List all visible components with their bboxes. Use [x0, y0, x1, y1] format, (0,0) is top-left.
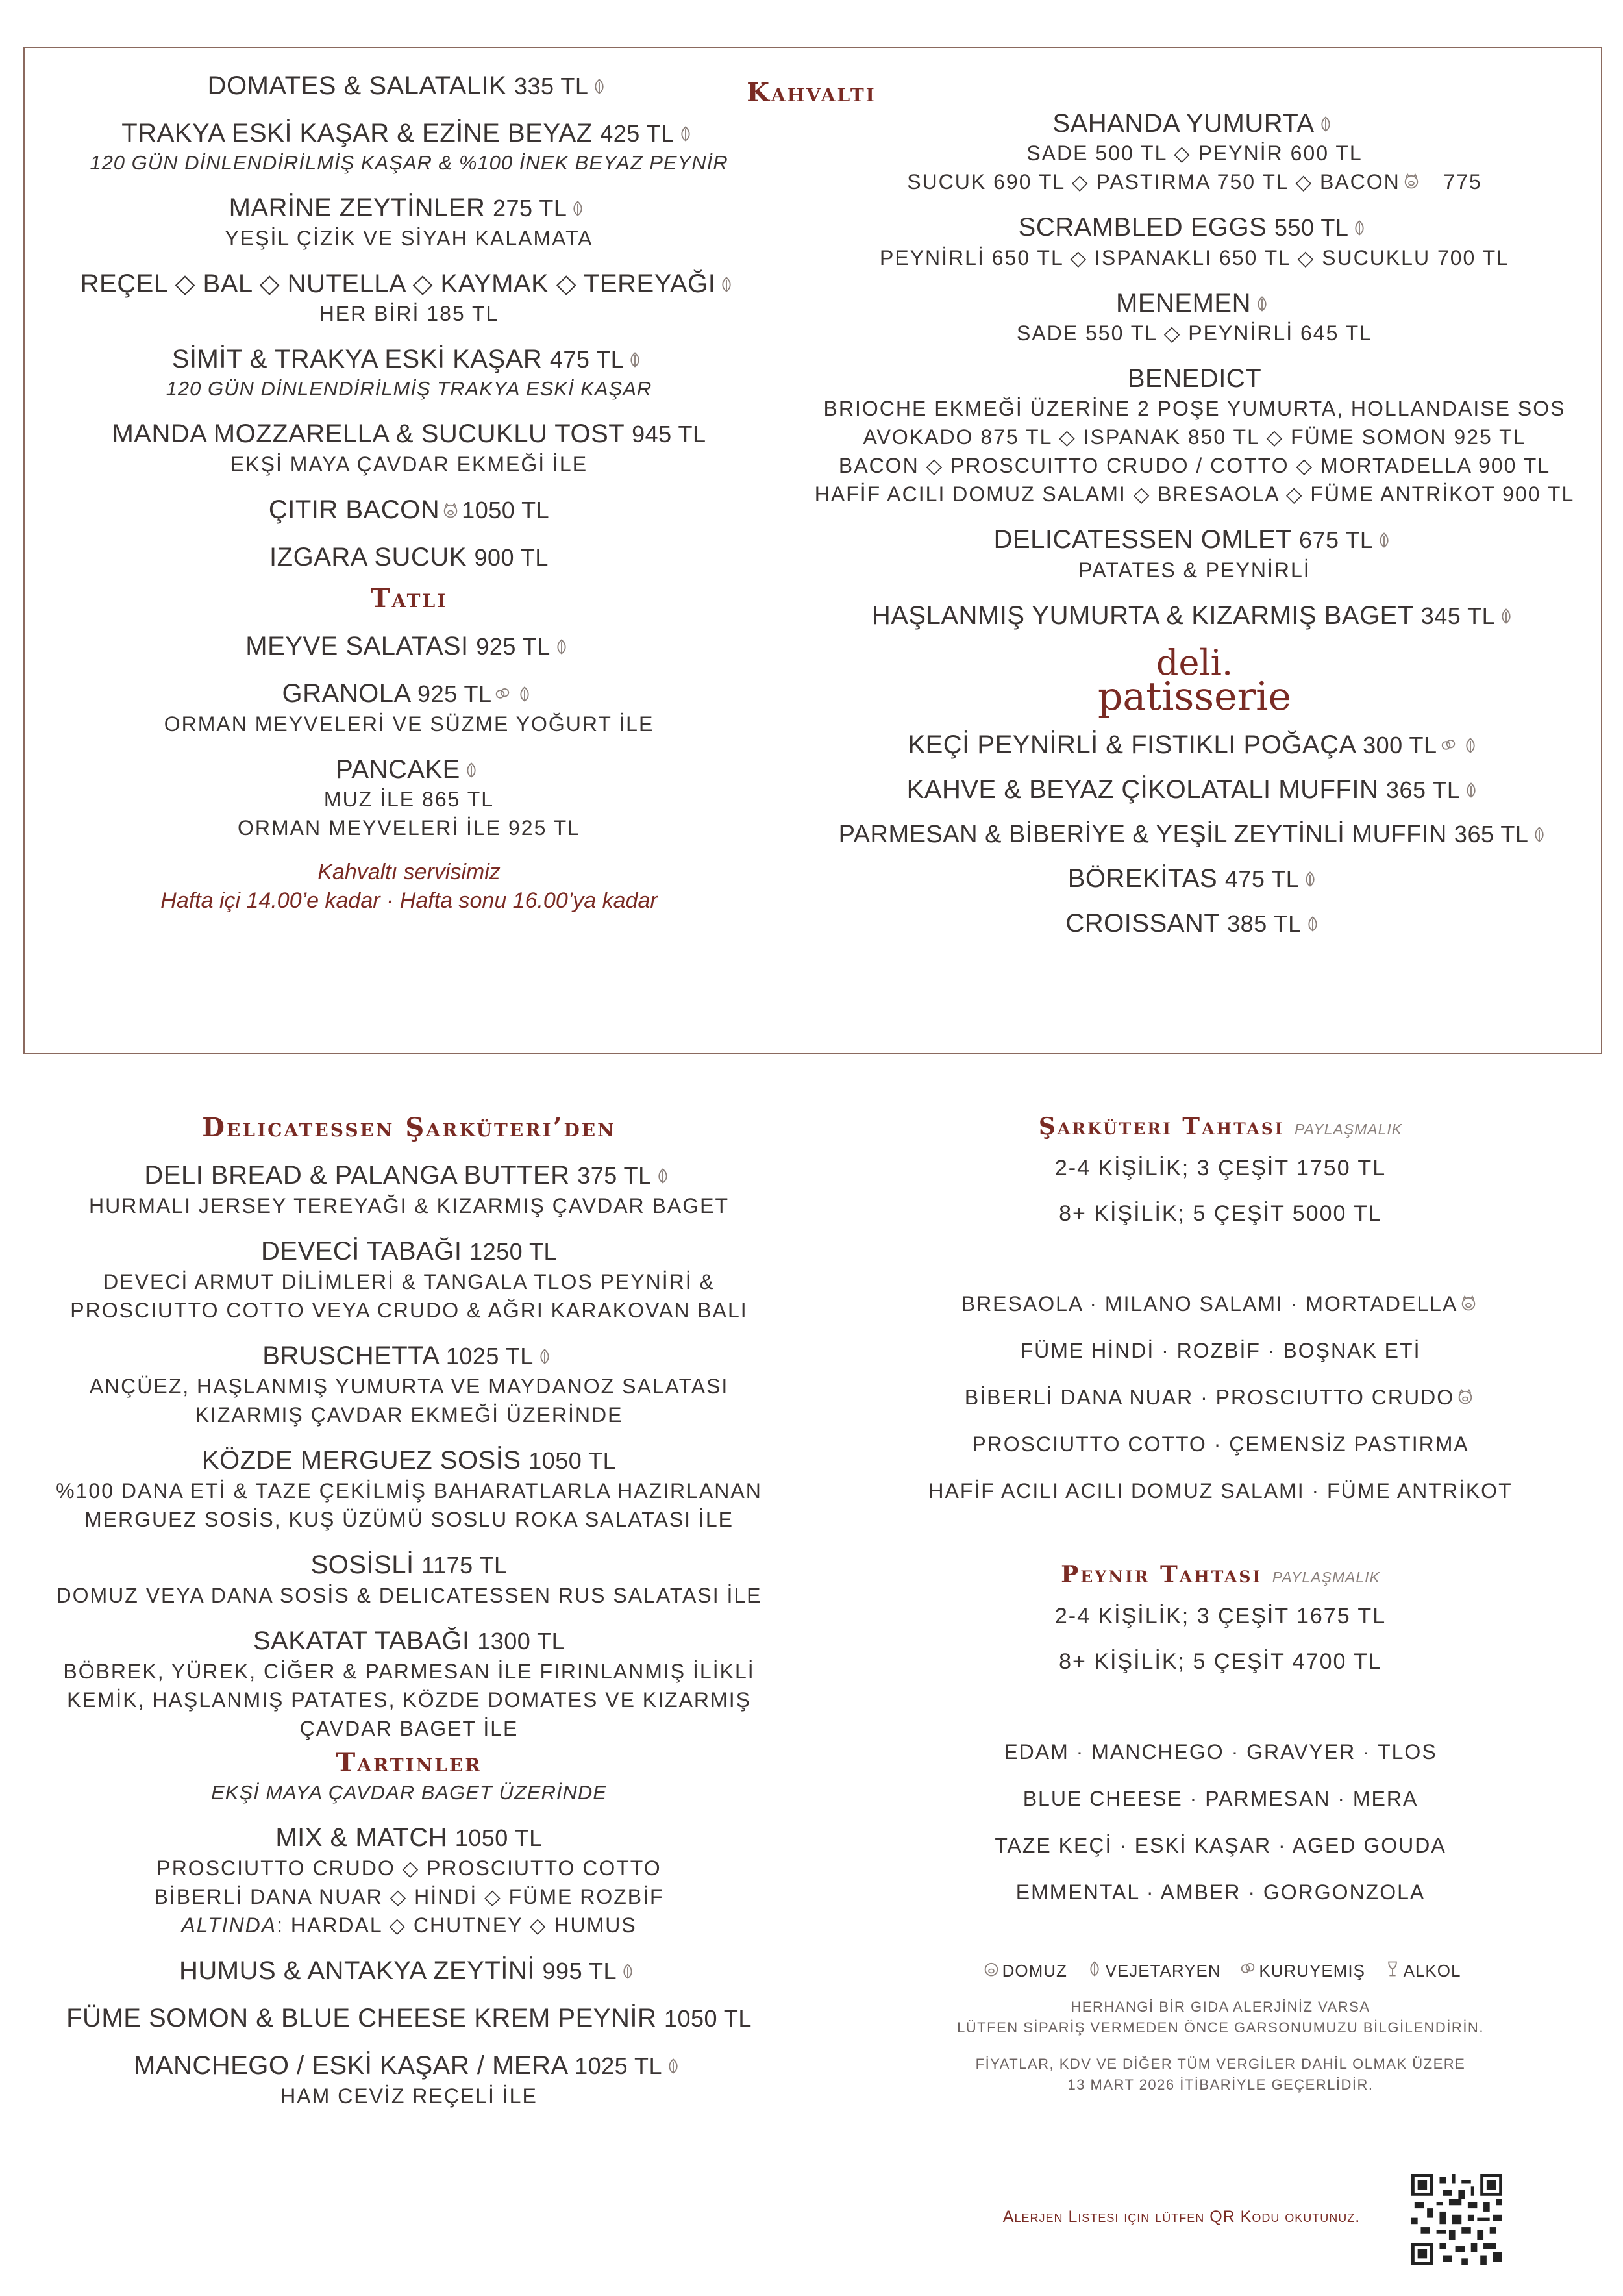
vegetarian-leaf-icon [589, 77, 609, 95]
menu-item-note: 120 GÜN DİNLENDİRİLMİŞ KAŞAR & %100 İNEK BEYAZ PEYNİR [90, 151, 728, 174]
allergen-legend: DOMUZ VEJETARYEN KURUYEMIŞ ALKOL [837, 1960, 1604, 1981]
pork-icon [1402, 172, 1421, 190]
menu-item-desc: DEVECİ ARMUT DİLİMLERİ & TANGALA TLOS PEYNİRİ & [103, 1270, 715, 1293]
menu-item-desc: BÖBREK, YÜREK, CİĞER & PARMESAN İLE FIRINLANMIŞ İLİKLİ [63, 1660, 755, 1683]
menu-item: PANCAKE [26, 754, 792, 785]
menu-item: BÖREKİTAS 475 TL [799, 856, 1591, 901]
section-title-kahvalti-wrap [682, 77, 941, 109]
menu-item: TRAKYA ESKİ KAŞAR & EZİNE BEYAZ 425 TL [26, 118, 792, 149]
menu-item: MIX & MATCH 1050 TL [275, 1823, 543, 1852]
service-hours-title: Kahvaltı servisimiz [317, 860, 501, 884]
menu-item-desc: %100 DANA ETİ & TAZE ÇEKİLMİŞ BAHARATLARLA HAZIRLANAN [56, 1479, 762, 1503]
vegetarian-leaf-icon [1461, 781, 1481, 799]
section-title-sarkuteri-tahtasi: Şarküteri Tahtası PAYLAŞMALIK [1038, 1113, 1403, 1140]
menu-item: KEÇİ PEYNİRLİ & FISTIKLI POĞAÇA 300 TL [799, 723, 1591, 767]
menu-item: SOSİSLİ 1175 TL [310, 1551, 508, 1579]
board-option: 8+ KİŞİLİK; 5 ÇEŞİT 5000 TL [1059, 1201, 1382, 1226]
menu-item-desc: PATATES & PEYNİRLİ [1078, 558, 1311, 582]
menu-item-desc: KIZARMIŞ ÇAVDAR EKMEĞİ ÜZERİNDE [195, 1403, 623, 1427]
menu-item-desc: SADE 500 TL ◇ PEYNİR 600 TL [1026, 142, 1363, 165]
section-title-tartinler: Tartinler [336, 1747, 482, 1778]
vegetarian-leaf-icon [535, 1347, 554, 1366]
vegetarian-leaf-icon [618, 1962, 638, 1980]
allergy-note: LÜTFEN SİPARİŞ VERMEDEN ÖNCE GARSONUMUZU BİLGİLENDİRİN. [957, 2019, 1484, 2036]
menu-item: MANDA MOZZARELLA & SUCUKLU TOST 945 TL [112, 419, 706, 448]
menu-item-desc: KEMİK, HAŞLANMIŞ PATATES, KÖZDE DOMATES VE KIZARMIŞ [67, 1688, 751, 1712]
menu-item: MEYVE SALATASI 925 TL [26, 630, 792, 662]
menu-item-desc: MERGUEZ SOSİS, KUŞ ÜZÜMÜ SOSLU ROKA SALATASI İLE [84, 1508, 734, 1531]
menu-item-desc: BİBERLİ DANA NUAR ◇ HİNDİ ◇ FÜME ROZBİF [154, 1885, 664, 1908]
vegetarian-leaf-icon [1350, 219, 1369, 237]
menu-item-desc: ORMAN MEYVELERİ İLE 925 TL [237, 816, 581, 840]
menu-item: CROISSANT 385 TL [799, 901, 1591, 946]
menu-item-desc: PROSCIUTTO COTTO VEYA CRUDO & AĞRI KARAKOVAN BALI [70, 1299, 748, 1322]
menu-item: BENEDICT [1127, 364, 1262, 393]
vegetarian-leaf-icon [568, 199, 588, 218]
allergy-note: HERHANGİ BİR GIDA ALERJİNİZ VARSA [1071, 1999, 1370, 2015]
vegetarian-leaf-icon [1374, 531, 1394, 549]
menu-item: SAHANDA YUMURTA [799, 108, 1591, 139]
logo-text-patisserie: patisserie [1098, 674, 1291, 719]
board-option: 2-4 KİŞİLİK; 3 ÇEŞİT 1675 TL [1054, 1604, 1387, 1628]
vegetarian-leaf-icon [1496, 607, 1516, 625]
qr-instruction: Alerjen Listesi için lütfen QR Kodu okutunuz. [1002, 2208, 1361, 2226]
menu-item-desc: HAM CEVİZ REÇELİ İLE [280, 2084, 538, 2108]
vegetarian-leaf-icon [1316, 115, 1335, 133]
menu-item-desc: ANÇÜEZ, HAŞLANMIŞ YUMURTA VE MAYDANOZ SALATASI [89, 1375, 729, 1398]
menu-item-desc: AVOKADO 875 TL ◇ ISPANAK 850 TL ◇ FÜME SOMON 925 TL [863, 425, 1526, 449]
nut-icon [493, 685, 512, 703]
board-list-item: BLUE CHEESE · PARMESAN · MERA [1022, 1787, 1419, 1810]
menu-item: DOMATES & SALATALIK 335 TL [26, 70, 792, 102]
deli-column [26, 1112, 792, 2110]
vegetarian-leaf-icon [552, 638, 571, 656]
board-list-item: EMMENTAL · AMBER · GORGONZOLA [1015, 1880, 1426, 1904]
menu-item-desc: ORMAN MEYVELERİ VE SÜZME YOĞURT İLE [164, 712, 654, 736]
pork-icon [441, 501, 460, 519]
menu-item-desc: HURMALI JERSEY TEREYAĞI & KIZARMIŞ ÇAVDAR BAGET [88, 1194, 730, 1217]
board-list-item: BİBERLİ DANA NUAR · PROSCIUTTO CRUDO [837, 1374, 1604, 1421]
vegetarian-leaf-icon [1461, 736, 1480, 755]
menu-item: BRUSCHETTA 1025 TL [26, 1340, 792, 1372]
board-list-item: BRESAOLA · MILANO SALAMI · MORTADELLA [837, 1280, 1604, 1327]
pork-icon [1456, 1388, 1475, 1406]
menu-item: KAHVE & BEYAZ ÇİKOLATALI MUFFIN 365 TL [799, 767, 1591, 812]
menu-item-desc: ÇAVDAR BAGET İLE [299, 1717, 519, 1740]
vegetarian-leaf-icon [515, 685, 534, 703]
menu-item: PARMESAN & BİBERİYE & YEŞİL ZEYTİNLİ MUFFIN 365 TL [799, 812, 1591, 856]
board-option: 2-4 KİŞİLİK; 3 ÇEŞİT 1750 TL [1054, 1156, 1387, 1180]
logo-text-deli: deli. [1156, 642, 1233, 683]
vegetarian-leaf-icon [663, 2057, 683, 2075]
board-list-item: TAZE KEÇİ · ESKİ KAŞAR · AGED GOUDA [995, 1834, 1446, 1857]
service-hours: Hafta içi 14.00’e kadar · Hafta sonu 16.00’ya kadar [160, 888, 658, 913]
menu-item: DEVECİ TABAĞI 1250 TL [260, 1237, 558, 1266]
board-list-item: FÜME HİNDİ · ROZBİF · BOŞNAK ETİ [1020, 1339, 1421, 1362]
menu-item-note: 120 GÜN DİNLENDİRİLMİŞ TRAKYA ESKİ KAŞAR [166, 377, 652, 400]
menu-item: MARİNE ZEYTİNLER 275 TL [26, 192, 792, 224]
menu-item-desc: ALTINDA: HARDAL ◇ CHUTNEY ◇ HUMUS [181, 1914, 637, 1937]
section-subtitle-tartinler: EKŞİ MAYA ÇAVDAR BAGET ÜZERİNDE [211, 1781, 607, 1804]
menu-item: GRANOLA 925 TL [26, 678, 792, 710]
price-note: 13 MART 2026 İTİBARİYLE GEÇERLİDİR. [1067, 2077, 1374, 2093]
menu-item: HUMUS & ANTAKYA ZEYTİNİ 995 TL [26, 1955, 792, 1987]
menu-item-desc: HER BİRİ 185 TL [319, 302, 499, 325]
nut-icon [1238, 1960, 1258, 1978]
menu-item-desc: PROSCIUTTO CRUDO ◇ PROSCIUTTO COTTO [156, 1856, 662, 1880]
vegetarian-leaf-icon [625, 351, 645, 369]
board-list-item: EDAM · MANCHEGO · GRAVYER · TLOS [1004, 1740, 1437, 1764]
vegetarian-leaf-icon [1530, 825, 1549, 843]
menu-item: DELICATESSEN OMLET 675 TL [799, 524, 1591, 556]
pork-icon [1459, 1294, 1478, 1312]
menu-item-desc: BACON ◇ PROSCUITTO CRUDO / COTTO ◇ MORTADELLA 900 TL [838, 454, 1551, 477]
menu-item-desc: BRIOCHE EKMEĞİ ÜZERİNE 2 POŞE YUMURTA, HOLLANDAISE SOS [823, 397, 1566, 420]
menu-item: SİMİT & TRAKYA ESKİ KAŞAR 475 TL [26, 343, 792, 375]
vegetarian-leaf-icon [1303, 915, 1322, 933]
pork-icon [982, 1960, 1001, 1978]
board-list-item: HAFİF ACILI ACILI DOMUZ SALAMI · FÜME ANTRİKOT [928, 1479, 1513, 1503]
menu-item: SAKATAT TABAĞI 1300 TL [253, 1627, 565, 1655]
menu-item: ÇITIR BACON 1050 TL [268, 495, 550, 524]
alcohol-icon [1383, 1960, 1402, 1978]
menu-item-desc: PEYNİRLİ 650 TL ◇ ISPANAKLI 650 TL ◇ SUCUKLU 700 TL [880, 246, 1509, 269]
vegetarian-leaf-icon [1085, 1960, 1104, 1978]
section-title-peynir-tahtasi: Peynir Tahtası PAYLAŞMALIK [1061, 1561, 1380, 1588]
menu-item: MENEMEN [799, 288, 1591, 319]
vegetarian-leaf-icon [1300, 870, 1320, 888]
menu-item-desc: MUZ İLE 865 TL [323, 788, 495, 811]
menu-item-desc: SUCUK 690 TL ◇ PASTIRMA 750 TL ◇ BACON 775 [907, 170, 1482, 193]
breakfast-right-column [799, 108, 1591, 946]
nut-icon [1439, 736, 1458, 755]
section-title-sarkuteri: Delicatessen Şarküteri’den [202, 1112, 616, 1143]
menu-item: IZGARA SUCUK 900 TL [269, 543, 549, 571]
menu-item: DELI BREAD & PALANGA BUTTER 375 TL [26, 1160, 792, 1192]
vegetarian-leaf-icon [676, 125, 695, 143]
menu-item-desc: EKŞİ MAYA ÇAVDAR EKMEĞİ İLE [230, 453, 588, 476]
vegetarian-leaf-icon [717, 275, 736, 293]
section-title-kahvalti: Kahvaltı [747, 77, 876, 108]
menu-item: REÇEL ◇ BAL ◇ NUTELLA ◇ KAYMAK ◇ TEREYAĞI [26, 268, 792, 299]
menu-item-desc: HAFİF ACILI DOMUZ SALAMI ◇ BRESAOLA ◇ FÜME ANTRİKOT 900 TL [814, 482, 1575, 506]
menu-item: KÖZDE MERGUEZ SOSİS 1050 TL [201, 1446, 617, 1475]
menu-item: SCRAMBLED EGGS 550 TL [799, 212, 1591, 243]
menu-item: HAŞLANMIŞ YUMURTA & KIZARMIŞ BAGET 345 TL [799, 600, 1591, 632]
section-title-tatli: Tatlı [370, 583, 448, 614]
menu-item-desc: SADE 550 TL ◇ PEYNİRLİ 645 TL [1016, 321, 1373, 345]
board-option: 8+ KİŞİLİK; 5 ÇEŞİT 4700 TL [1059, 1649, 1382, 1674]
breakfast-left-column [26, 70, 792, 915]
vegetarian-leaf-icon [653, 1167, 673, 1185]
vegetarian-leaf-icon [462, 761, 481, 779]
menu-item: FÜME SOMON & BLUE CHEESE KREM PEYNİR 1050 TL [66, 2004, 752, 2032]
boards-column [837, 1110, 1604, 2095]
menu-item: MANCHEGO / ESKİ KAŞAR / MERA 1025 TL [26, 2050, 792, 2082]
price-note: FİYATLAR, KDV VE DİĞER TÜM VERGİLER DAHİL OLMAK ÜZERE [975, 2056, 1466, 2072]
patisserie-logo [799, 642, 1591, 719]
menu-item-desc: YEŞİL ÇİZİK VE SİYAH KALAMATA [225, 227, 593, 250]
qr-code-icon[interactable] [1411, 2174, 1502, 2265]
board-list-item: PROSCIUTTO COTTO · ÇEMENSİZ PASTIRMA [972, 1432, 1469, 1456]
menu-item-desc: DOMUZ VEYA DANA SOSİS & DELICATESSEN RUS SALATASI İLE [56, 1584, 762, 1607]
vegetarian-leaf-icon [1252, 295, 1272, 313]
